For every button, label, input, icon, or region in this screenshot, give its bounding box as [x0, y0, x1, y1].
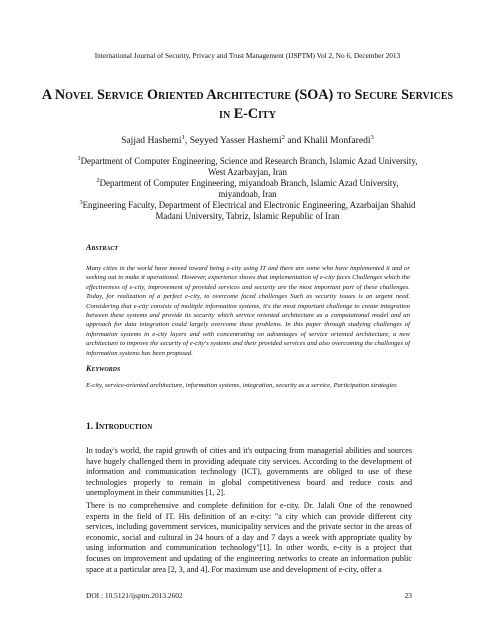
introduction-paragraph: In today's world, the rapid growth of cities and it's outpacing from managerial abilities and sources have hugely challenged them in providing adequate city services. According to the development of information and communication technology (ICT), governments are obliged to use of these technologies properly to remain in global competitiveness board and reduce costs and unemployment in their communities [1, 2]. — [86, 446, 412, 498]
author-affil-mark: 2 — [281, 133, 286, 141]
introduction-paragraph: There is no comprehensive and complete definition for e-city. Dr. Jalali One of the renowned experts in the field of IT. His definition of an e-city: "a city which can provide different city services, including government services, municipality services and the private sector in the areas of economic, social and cultural in 24 hours of a day and 7 days a week with appropriate quality by using information and communication technology"[1]. In other words, e-city is a project that focuses on improvement and updating of the engineering networks to create an information public space at a particular area [2, 3, and 4]. For maximum use and development of e-city, offer a — [86, 501, 412, 574]
author-separator: , — [184, 135, 190, 146]
affiliation — [75, 156, 420, 178]
doi-link[interactable]: DOI : 10.5121/ijsptm.2013.2602 — [86, 591, 183, 600]
paper-title: A Novel Service Oriented Architecture (SOA) to Secure Services in E-City — [41, 87, 454, 122]
affil-mark: 1 — [77, 155, 81, 163]
introduction-heading: 1. Introduction — [86, 422, 153, 432]
author-name: Seyyed Yasser Hashemi — [189, 135, 282, 146]
affiliation-text: Department of Computer Engineering, Science and Research Branch, Islamic Azad University, West Azarbayjan, Iran — [80, 156, 418, 177]
journal-header: International Journal of Security, Privacy and Trust Management (IJSPTM) Vol 2, No 6, December 2013 — [94, 51, 401, 60]
affil-mark: 2 — [96, 177, 100, 185]
affil-mark: 3 — [79, 199, 83, 207]
abstract-text: Many cities in the world have moved toward being e-city using IT and there are some who have implemented it and or seeking out to make it operational. However, experience shows that implementation of e-city faces Challenges which the effectiveness of e-city, improvement of provided services and security are the most important part of these challenges. Today, for realization of a perfect e-city, to overcome faced challenges Such as security issues is an urgent need. Considering that e-city consists of multiple information systems, it's the most important challenge to create integration between these systems and provide its security which service oriented architecture as a computational model and an approach for data integration could largely overcome these problems. In this paper through studying challenges of information systems in e-city layers and with concentrating on advantages of service oriented architecture, a new architecture to improve the security of e-city's systems and their provided services and also overcoming the challenges of information systems has been proposed. — [86, 265, 410, 357]
page-footer — [86, 591, 412, 600]
keywords-heading: Keywords — [86, 364, 121, 373]
abstract-heading: Abstract — [86, 243, 119, 252]
affiliation — [75, 200, 420, 222]
affiliations — [75, 156, 420, 222]
author-affil-mark: 3 — [370, 133, 374, 141]
author-name: Sajjad Hashemi — [121, 135, 182, 146]
author-list — [0, 135, 495, 146]
author-affil-mark: 1 — [181, 133, 185, 141]
keywords-text: E-city, service-oriented architecture, information systems, integration, security as a service, Participation strategies — [86, 382, 397, 389]
affiliation-text: Department of Computer Engineering, miyandoab Branch, Islamic Azad University, miyandoab, Iran — [99, 178, 399, 199]
affiliation-text: Engineering Faculty, Department of Electrical and Electronic Engineering, Azarbaijan Shahid Madani University, Tabriz, Islamic Republic of Iran — [82, 200, 416, 221]
author-name: Khalil Monfaredi — [303, 135, 371, 146]
author-separator: and — [285, 135, 304, 146]
page-number: 23 — [404, 591, 412, 600]
affiliation — [75, 178, 420, 200]
